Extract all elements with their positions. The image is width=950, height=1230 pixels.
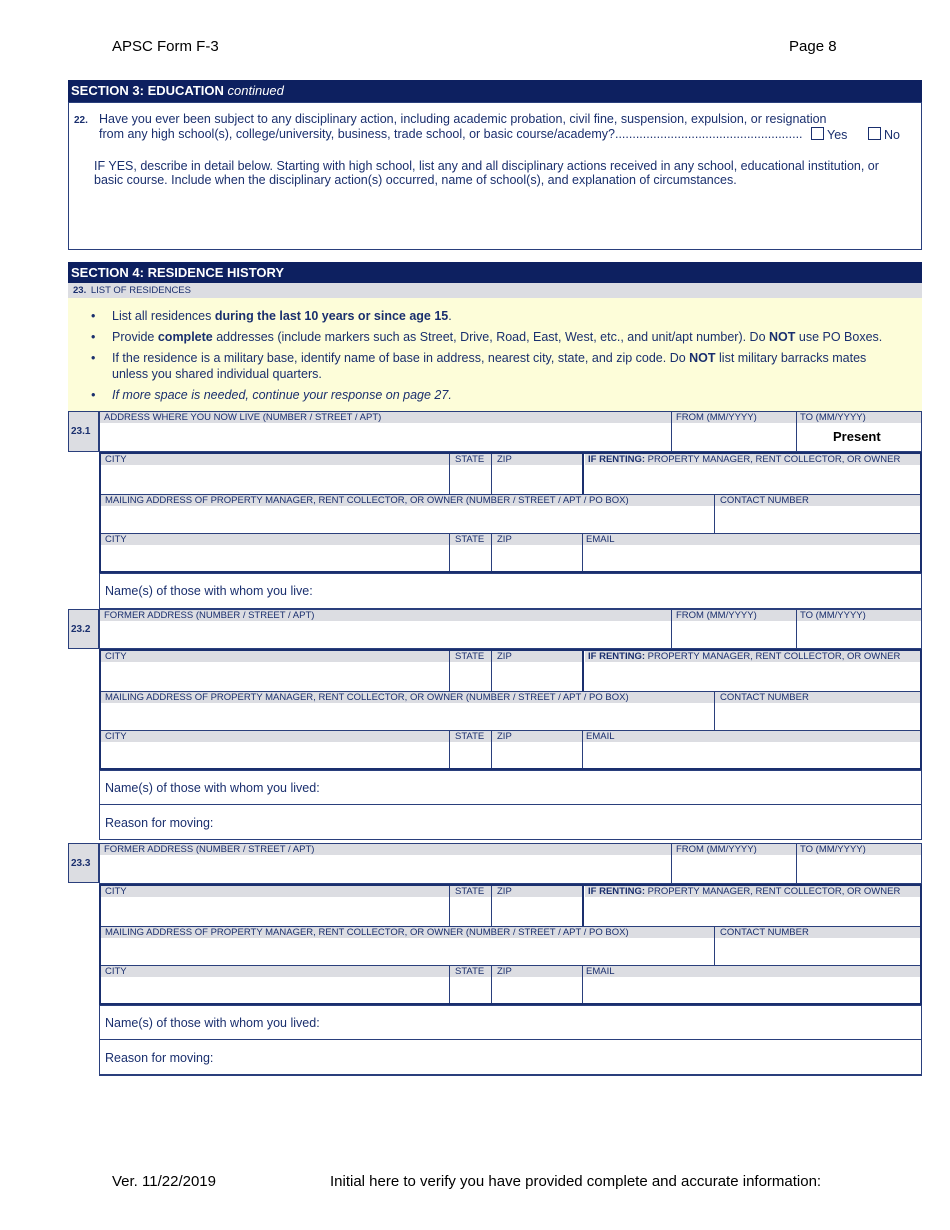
from-date-field[interactable] [673,856,794,882]
q22-no-option[interactable] [868,127,900,142]
q22-yes-checkbox[interactable] [811,127,824,140]
form-name: APSC Form F-3 [112,38,219,55]
instructions-panel [68,298,922,411]
household-names-label: Name(s) of those with whom you lived: [105,1016,320,1030]
section4-title: SECTION 4: RESIDENCE HISTORY [71,265,285,280]
residence-number: 23.2 [68,609,99,649]
q23-number: 23. [73,285,87,296]
q22-instructions-1: IF YES, describe in detail below. Starting with high school, list any and all disciplinary actions received in any school, educational institution, or [94,159,879,173]
state-label: STATE [455,651,485,662]
q22-line2: from any high school(s), college/university, business, trade school, or basic course/academy?...................................................... [99,127,803,141]
instruction-bullet-3: • If the residence is a military base, identify name of base in address, nearest city, state, and zip code. Do NOT list military barracks mates unless you shared individual quarters. [68,350,922,382]
state-label: STATE [455,454,485,465]
q22-no-label: No [884,128,900,142]
email-label: EMAIL [586,731,615,742]
address-field[interactable] [102,622,669,647]
zip-label: ZIP [497,454,512,465]
q22-yes-label: Yes [827,128,848,142]
city-label: CITY [105,731,127,742]
residence-details-box [99,452,922,573]
q23-label-row [68,283,922,298]
state-label: STATE [455,886,485,897]
contact-label: CONTACT NUMBER [720,927,809,938]
city-label: CITY [105,886,127,897]
reason-label: Reason for moving: [105,816,214,830]
section3-header [68,80,922,102]
zip-label: ZIP [497,731,512,742]
household-names-box[interactable] [99,1005,922,1040]
household-names-box[interactable] [99,573,922,609]
from-label: FROM (MM/YYYY) [676,844,757,855]
renting-label: IF RENTING: PROPERTY MANAGER, RENT COLLECTOR, OR OWNER [588,454,901,465]
state-label: STATE [455,966,485,977]
address-field[interactable] [102,856,669,882]
instruction-bullet-2: • Provide complete addresses (include markers such as Street, Drive, Road, East, West, etc., and unit/apt number). Do NOT use PO Boxes. [68,329,922,345]
version-text: Ver. 11/22/2019 [112,1173,216,1190]
to-label: TO (MM/YYYY) [800,844,866,855]
q23-label: LIST OF RESIDENCES [90,285,191,296]
to-date-field[interactable] [798,856,919,882]
page-number: Page 8 [789,38,837,55]
section3-title: SECTION 3: EDUCATION [71,83,224,98]
from-label: FROM (MM/YYYY) [676,412,757,423]
renting-label: IF RENTING: PROPERTY MANAGER, RENT COLLECTOR, OR OWNER [588,886,901,897]
residence-details-box [99,884,922,1005]
q22-response-area[interactable] [94,191,914,243]
section3-title-suffix: continued [227,83,284,98]
zip-label: ZIP [497,966,512,977]
zip-label: ZIP [497,886,512,897]
renting-label: IF RENTING: PROPERTY MANAGER, RENT COLLECTOR, OR OWNER [588,651,901,662]
section3-q22-box [68,102,922,250]
to-date-field[interactable] [798,622,919,647]
section4-header [68,262,922,283]
residence-details-box [99,649,922,770]
to-present-text: Present [833,429,881,444]
reason-for-moving-box[interactable] [99,1039,922,1076]
to-label: TO (MM/YYYY) [800,412,866,423]
reason-for-moving-box[interactable] [99,804,922,840]
q22-instructions-2: basic course. Include when the disciplinary action(s) occurred, name of school(s), and explanation of circumstances. [94,173,737,187]
initial-verification-text: Initial here to verify you have provided complete and accurate information: [330,1173,822,1190]
address-label: FORMER ADDRESS (NUMBER / STREET / APT) [104,610,315,621]
mailing-label: MAILING ADDRESS OF PROPERTY MANAGER, RENT COLLECTOR, OR OWNER (NUMBER / STREET / APT / PO BOX) [105,495,629,506]
instruction-bullet-1: • List all residences during the last 10 years or since age 15. [68,308,922,324]
email-label: EMAIL [586,966,615,977]
city-label: CITY [105,651,127,662]
contact-label: CONTACT NUMBER [720,692,809,703]
household-names-label: Name(s) of those with whom you live: [105,584,313,598]
q22-no-checkbox[interactable] [868,127,881,140]
state-label: STATE [455,534,485,545]
city-label: CITY [105,454,127,465]
contact-label: CONTACT NUMBER [720,495,809,506]
residence-number: 23.3 [68,843,99,883]
from-label: FROM (MM/YYYY) [676,610,757,621]
q22-yes-option[interactable] [811,127,847,142]
city-label: CITY [105,966,127,977]
zip-label: ZIP [497,651,512,662]
email-label: EMAIL [586,534,615,545]
former-address-row [99,843,922,884]
reason-label: Reason for moving: [105,1051,214,1065]
household-names-box[interactable] [99,770,922,805]
instruction-bullet-4: • If more space is needed, continue your response on page 27. [68,387,922,403]
state-label: STATE [455,731,485,742]
from-date-field[interactable] [673,424,794,450]
initials-field[interactable] [840,1172,920,1192]
residence-number: 23.1 [68,411,99,452]
city-label: CITY [105,534,127,545]
q22-line1: Have you ever been subject to any disciplinary action, including academic probation, civil fine, suspension, expulsion, or resignation [99,112,827,126]
current-address-row [99,411,922,452]
address-label: FORMER ADDRESS (NUMBER / STREET / APT) [104,844,315,855]
household-names-label: Name(s) of those with whom you lived: [105,781,320,795]
to-label: TO (MM/YYYY) [800,610,866,621]
q22-number: 22. [74,115,88,126]
address-field[interactable] [102,424,669,450]
address-label: ADDRESS WHERE YOU NOW LIVE (NUMBER / STREET / APT) [104,412,382,423]
former-address-row [99,609,922,649]
zip-label: ZIP [497,534,512,545]
mailing-label: MAILING ADDRESS OF PROPERTY MANAGER, RENT COLLECTOR, OR OWNER (NUMBER / STREET / APT / PO BOX) [105,692,629,703]
mailing-label: MAILING ADDRESS OF PROPERTY MANAGER, RENT COLLECTOR, OR OWNER (NUMBER / STREET / APT / PO BOX) [105,927,629,938]
from-date-field[interactable] [673,622,794,647]
